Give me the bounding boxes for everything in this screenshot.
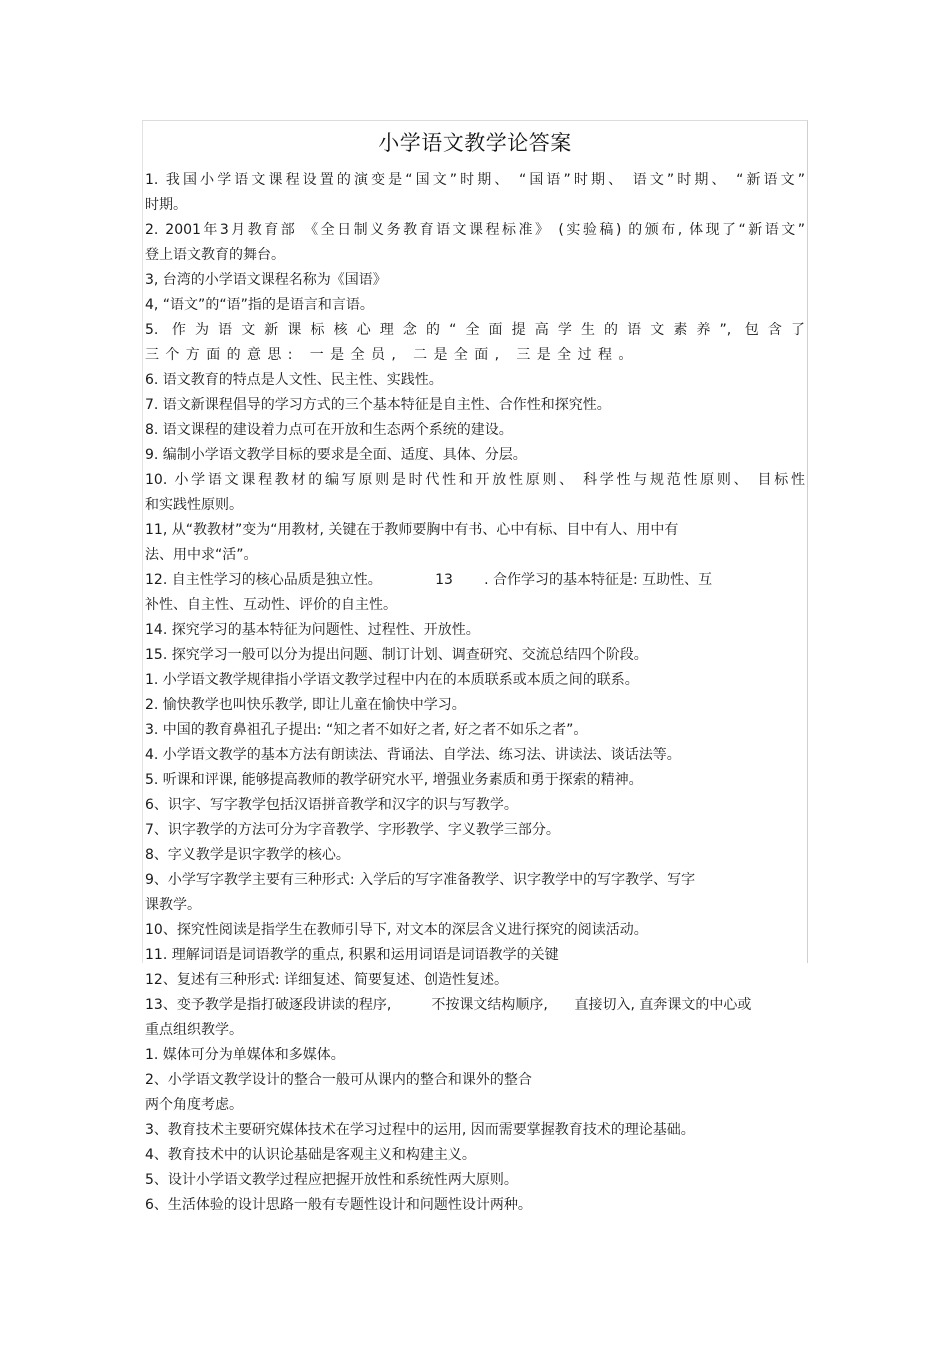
- answer-line: 1. 小学语文教学规律指小学语文教学过程中内在的本质联系或本质之间的联系。: [145, 672, 639, 688]
- answer-line: 7、识字教学的方法可分为字音教学、字形教学、字义教学三部分。: [145, 822, 560, 838]
- answer-line: 补性、自主性、互动性、评价的自主性。: [145, 597, 397, 613]
- answer-line: 8. 语文课程的建设着力点可在开放和生态两个系统的建设。: [145, 422, 513, 438]
- answer-line: 11, 从“教教材”变为“用教材, 关键在于教师要胸中有书、心中有标、目中有人、用中有: [145, 522, 679, 538]
- answer-line: 4, “语文”的“语”指的是语言和言语。: [145, 297, 374, 313]
- answer-line: 3, 台湾的小学语文课程名称为《国语》: [145, 272, 387, 288]
- answer-line: 6、识字、写字教学包括汉语拼音教学和汉字的识与写教学。: [145, 797, 518, 813]
- answer-line: 9、小学写字教学主要有三种形式: 入学后的写字准备教学、识字教学中的写字教学、写字: [145, 872, 696, 888]
- answer-line: 9. 编制小学语文教学目标的要求是全面、适度、具体、分层。: [145, 447, 527, 463]
- answer-line: 1. 媒体可分为单媒体和多媒体。: [145, 1047, 345, 1063]
- answer-line: 5. 听课和评课, 能够提高教师的教学研究水平, 增强业务素质和勇于探索的精神。: [145, 772, 643, 788]
- answer-line: 课教学。: [145, 897, 201, 913]
- answer-line: 法、用中求“活”。: [145, 547, 258, 563]
- answer-line: 12. 自主性学习的核心品质是独立性。 13 . 合作学习的基本特征是: 互助性、互: [145, 572, 713, 588]
- answer-line: 3. 中国的教育鼻祖孔子提出: “知之者不如好之者, 好之者不如乐之者”。: [145, 722, 588, 738]
- answer-line: 2. 愉快教学也叫快乐教学, 即让儿童在愉快中学习。: [145, 697, 466, 713]
- answer-line: 三个方面的意思: 一是全员, 二是全面, 三是全过程。: [145, 347, 639, 363]
- answer-line: 10、探究性阅读是指学生在教师引导下, 对文本的深层含义进行探究的阅读活动。: [145, 922, 648, 938]
- answer-line: 1. 我国小学语文课程设置的演变是“国文”时期、 “国语”时期、 语文”时期、 “新语文”: [145, 172, 805, 188]
- answer-line: 11. 理解词语是词语教学的重点, 积累和运用词语是词语教学的关键: [145, 947, 559, 963]
- answer-line: 2. 2001年3月教育部 《全日制义务教育语文课程标准》 (实验稿) 的颁布, 体现了“新语文”: [145, 222, 805, 238]
- answer-line: 5、设计小学语文教学过程应把握开放性和系统性两大原则。: [145, 1172, 518, 1188]
- answer-line: 4、教育技术中的认识论基础是客观主义和构建主义。: [145, 1147, 476, 1163]
- answer-line: 15. 探究学习一般可以分为提出问题、制订计划、调查研究、交流总结四个阶段。: [145, 647, 648, 663]
- answer-line: 3、教育技术主要研究媒体技术在学习过程中的运用, 因而需要掌握教育技术的理论基础。: [145, 1122, 695, 1138]
- answer-line: 和实践性原则。: [145, 497, 243, 513]
- answer-line: 12、复述有三种形式: 详细复述、简要复述、创造性复述。: [145, 972, 508, 988]
- answer-line: 2、小学语文教学设计的整合一般可从课内的整合和课外的整合: [145, 1072, 532, 1088]
- answer-line: 13、变予教学是指打破逐段讲读的程序, 不按课文结构顺序, 直接切入, 直奔课文的中心或: [145, 997, 752, 1013]
- answer-line: 5. 作为语文新课标核心理念的“全面提高学生的语文素养”, 包含了: [145, 322, 805, 338]
- answer-line: 6、生活体验的设计思路一般有专题性设计和问题性设计两种。: [145, 1197, 532, 1213]
- answer-line: 6. 语文教育的特点是人文性、民主性、实践性。: [145, 372, 443, 388]
- answer-lines: [145, 168, 805, 1218]
- answer-line: 7. 语文新课程倡导的学习方式的三个基本特征是自主性、合作性和探究性。: [145, 397, 611, 413]
- answer-line: 14. 探究学习的基本特征为问题性、过程性、开放性。: [145, 622, 480, 638]
- answer-line: 两个角度考虑。: [145, 1097, 243, 1113]
- answer-line: 重点组织教学。: [145, 1022, 243, 1038]
- answer-line: 4. 小学语文教学的基本方法有朗读法、背诵法、自学法、练习法、讲读法、谈话法等。: [145, 747, 681, 763]
- answer-line: 10. 小学语文课程教材的编写原则是时代性和开放性原则、 科学性与规范性原则、 目标性: [145, 472, 805, 488]
- document-title: 小学语文教学论答案: [378, 131, 572, 155]
- answer-line: 登上语文教育的舞台。: [145, 247, 285, 263]
- answer-line: 时期。: [145, 197, 187, 213]
- answer-line: 8、字义教学是识字教学的核心。: [145, 847, 350, 863]
